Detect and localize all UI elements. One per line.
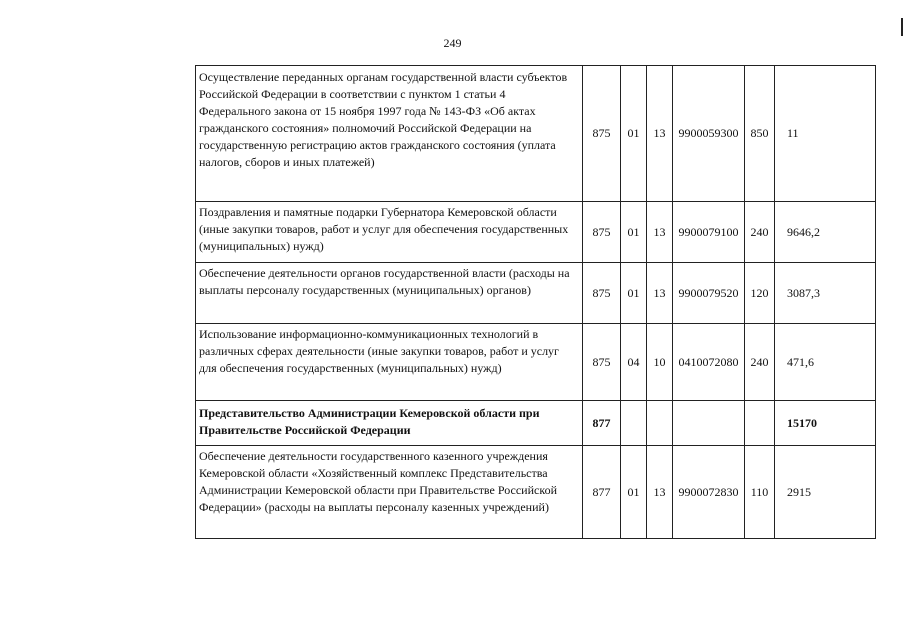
expense-type-code: 240 — [745, 324, 775, 401]
subsection-code: 13 — [647, 263, 673, 324]
table-row — [196, 446, 876, 539]
section-code: 04 — [621, 324, 647, 401]
target-code: 9900079100 — [673, 202, 745, 263]
expense-type-code: 850 — [745, 66, 775, 202]
target-code: 0410072080 — [673, 324, 745, 401]
ministry-code: 875 — [583, 202, 621, 263]
amount: 471,6 — [775, 324, 876, 401]
ministry-code: 875 — [583, 66, 621, 202]
amount: 11 — [775, 66, 876, 202]
row-description: Использование информационно-коммуникационных технологий в различных сферах деятельности (иные закупки товаров, работ и услуг для обеспечения государственных (муниципальных) нужд) — [196, 324, 583, 401]
subsection-code: 13 — [647, 202, 673, 263]
table-row-heading — [196, 401, 876, 446]
target-code: 9900079520 — [673, 263, 745, 324]
amount: 9646,2 — [775, 202, 876, 263]
section-code: 01 — [621, 446, 647, 539]
ministry-code: 877 — [583, 446, 621, 539]
expense-type-code: 120 — [745, 263, 775, 324]
ministry-code: 875 — [583, 263, 621, 324]
section-code: 01 — [621, 66, 647, 202]
row-description: Поздравления и памятные подарки Губернатора Кемеровской области (иные закупки товаров, работ и услуг для обеспечения государственных (муниципальных) нужд) — [196, 202, 583, 263]
target-code: 9900072830 — [673, 446, 745, 539]
ministry-code: 875 — [583, 324, 621, 401]
ministry-code: 877 — [583, 401, 621, 446]
subsection-code: 13 — [647, 66, 673, 202]
amount: 3087,3 — [775, 263, 876, 324]
section-code — [621, 401, 647, 446]
subsection-code: 10 — [647, 324, 673, 401]
page-number: 249 — [443, 36, 462, 50]
target-code — [673, 401, 745, 446]
table-row — [196, 324, 876, 401]
row-description: Представительство Администрации Кемеровской области при Правительстве Российской Федерации — [196, 401, 583, 446]
expense-type-code: 110 — [745, 446, 775, 539]
section-code: 01 — [621, 263, 647, 324]
budget-table — [195, 65, 876, 539]
subsection-code — [647, 401, 673, 446]
expense-type-code: 240 — [745, 202, 775, 263]
expense-type-code — [745, 401, 775, 446]
table-row — [196, 202, 876, 263]
page-edge-mark — [901, 18, 903, 36]
subsection-code: 13 — [647, 446, 673, 539]
target-code: 9900059300 — [673, 66, 745, 202]
row-description: Обеспечение деятельности органов государственной власти (расходы на выплаты персоналу государственных (муниципальных) органов) — [196, 263, 583, 324]
table-row — [196, 263, 876, 324]
row-description: Осуществление переданных органам государственной власти субъектов Российской Федерации в соответствии с пунктом 1 статьи 4 Федерального закона от 15 ноября 1997 года № 143-ФЗ «Об актах гражданского состояния» полномочий Российской Федерации на государственную регистрацию актов гражданского состояния (уплата налогов, сборов и иных платежей) — [196, 66, 583, 202]
table-row — [196, 66, 876, 202]
section-code: 01 — [621, 202, 647, 263]
row-description: Обеспечение деятельности государственного казенного учреждения Кемеровской области «Хозяйственный комплекс Представительства Администрации Кемеровской области при Правительстве Российской Федерации» (расходы на выплаты персоналу казенных учреждений) — [196, 446, 583, 539]
amount: 2915 — [775, 446, 876, 539]
amount: 15170 — [775, 401, 876, 446]
